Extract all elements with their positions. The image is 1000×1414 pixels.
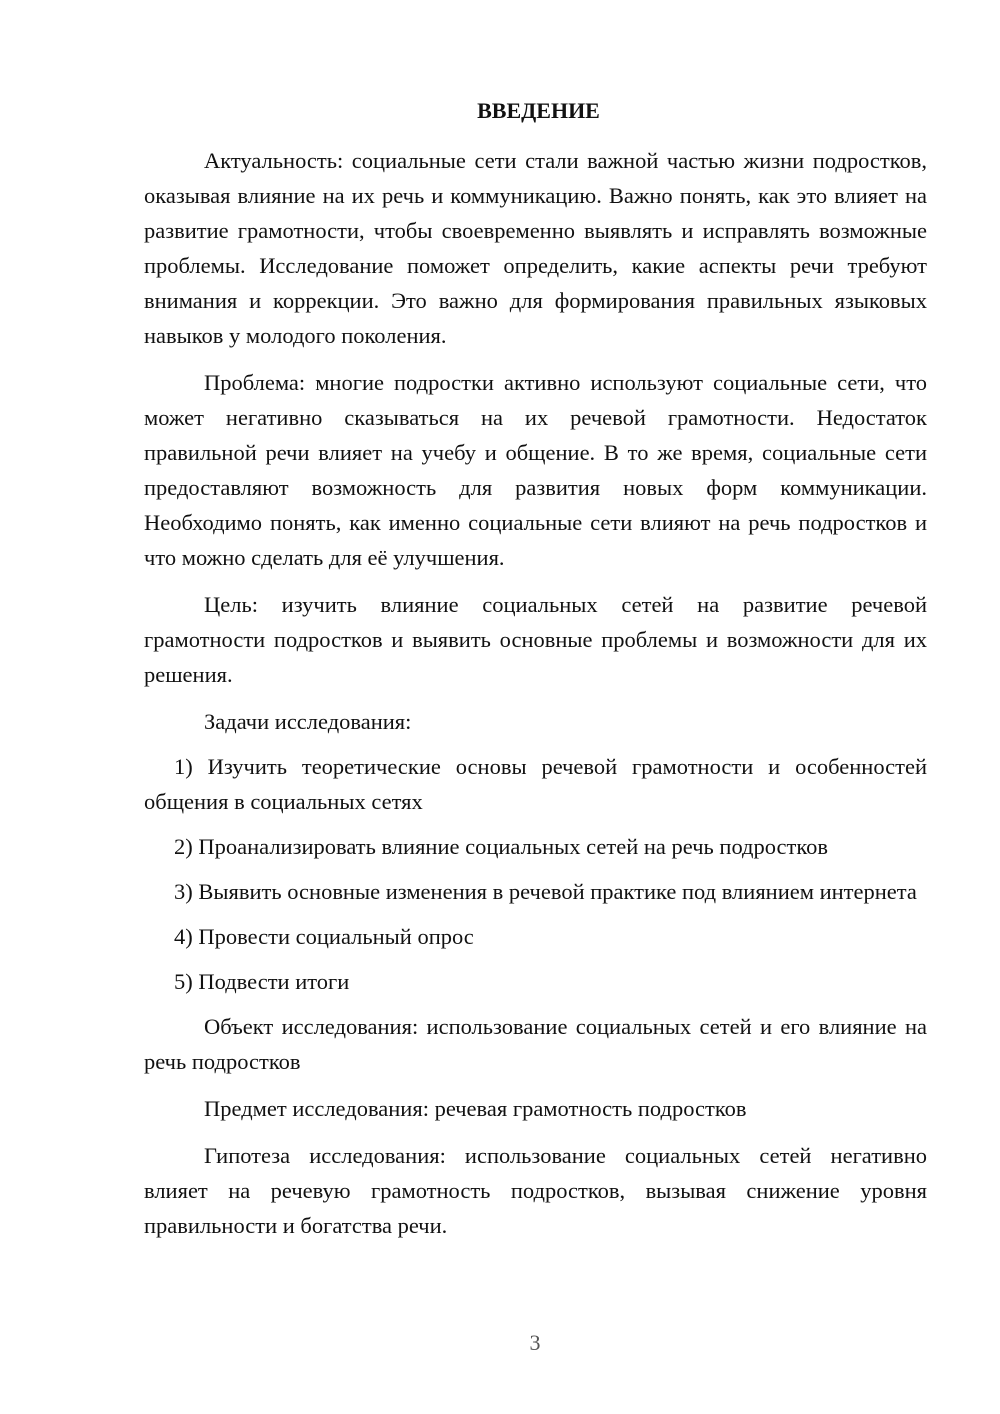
task-item: 5) Подвести итоги (174, 969, 350, 994)
page-number: 3 (529, 1330, 541, 1355)
relevance-paragraph: Актуальность: социальные сети стали важной частью жизни подростков, оказывая влияние на их речь и коммуникацию. Важно понять, как это влияет на развитие грамотности, чтобы своевременно выявлять и исправлять возможные проблемы. Исследование поможет определить, какие аспекты речи требуют внимания и коррекции. Это важно для формирования правильных языковых навыков у молодого поколения. (144, 148, 927, 348)
task-item: 1) Изучить теоретические основы речевой грамотности и особенностей общения в социальных сетях (144, 754, 927, 814)
page-title: ВВЕДЕНИЕ (477, 98, 600, 123)
goal-paragraph: Цель: изучить влияние социальных сетей на развитие речевой грамотности подростков и выявить основные проблемы и возможности для их решения. (144, 592, 927, 687)
task-item: 2) Проанализировать влияние социальных сетей на речь подростков (174, 834, 829, 859)
object-paragraph: Объект исследования: использование социальных сетей и его влияние на речь подростков (144, 1014, 927, 1074)
hypothesis-paragraph: Гипотеза исследования: использование социальных сетей негативно влияет на речевую грамотность подростков, вызывая снижение уровня правильности и богатства речи. (144, 1143, 927, 1238)
task-item: 4) Провести социальный опрос (174, 924, 474, 949)
problem-paragraph: Проблема: многие подростки активно используют социальные сети, что может негативно сказываться на их речевой грамотности. Недостаток правильной речи влияет на учебу и общение. В то же время, социальные сети предоставляют возможность для развития новых форм коммуникации. Необходимо понять, как именно социальные сети влияют на речь подростков и что можно сделать для её улучшения. (144, 370, 927, 570)
tasks-heading: Задачи исследования: (204, 709, 412, 734)
tasks-list (144, 749, 927, 999)
subject-paragraph: Предмет исследования: речевая грамотность подростков (204, 1096, 747, 1121)
task-item: 3) Выявить основные изменения в речевой практике под влиянием интернета (174, 879, 917, 904)
document-body (144, 95, 927, 1255)
